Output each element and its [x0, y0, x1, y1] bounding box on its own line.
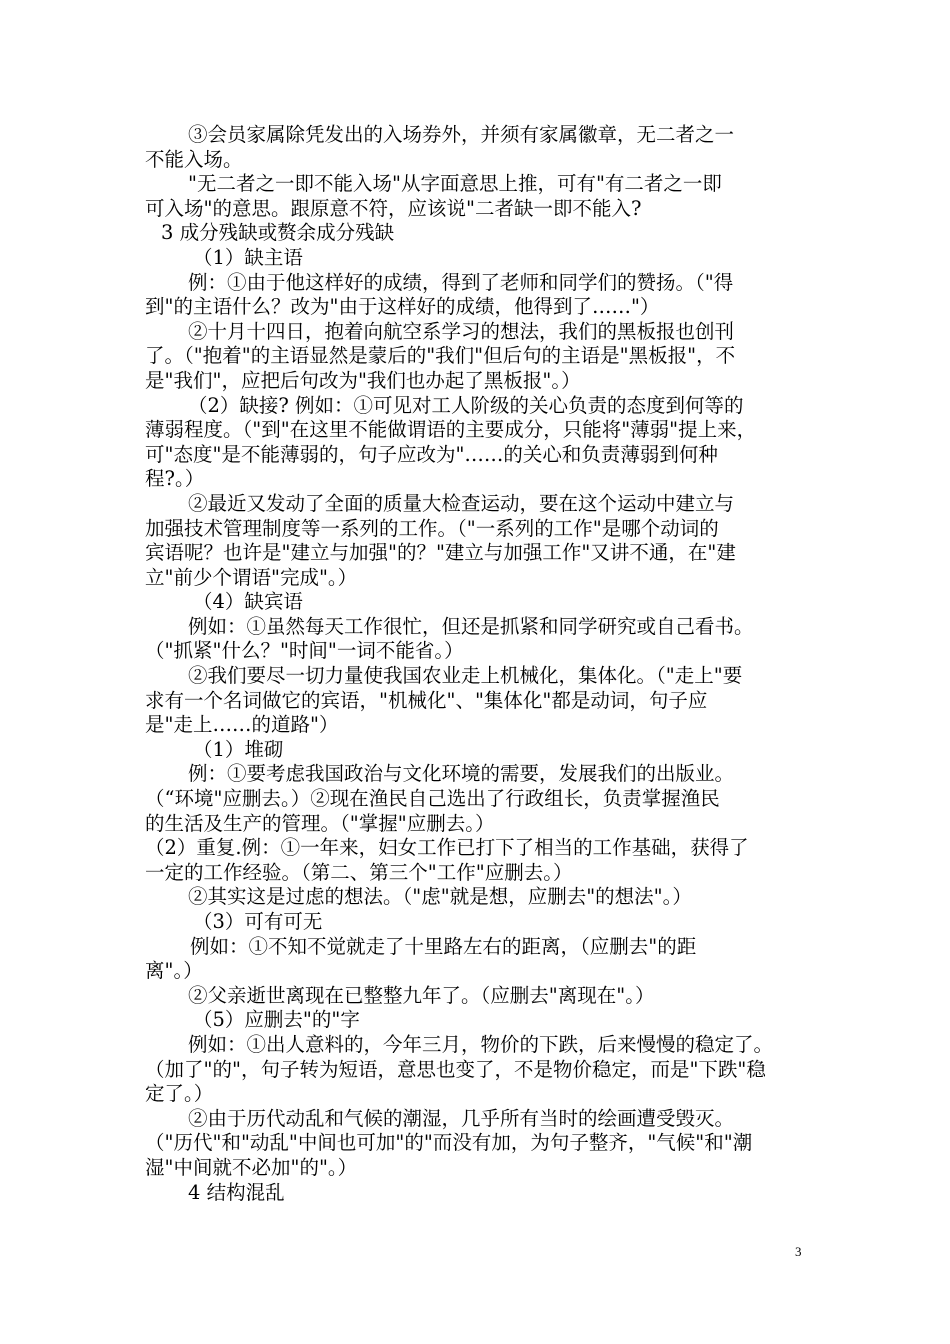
text-line: ②由于历代动乱和气候的潮湿，几乎所有当时的绘画遭受毁灭。	[188, 1106, 735, 1130]
text-line: ②其实这是过虑的想法。（"虑"就是想，应删去"的想法"。）	[188, 885, 692, 909]
text-line: 是"走上……的道路"）	[145, 713, 339, 737]
text-line: 3 成分残缺或赘余成分残缺	[161, 221, 395, 245]
text-line: 例如：①虽然每天工作很忙，但还是抓紧和同学研究或自己看书。	[188, 614, 754, 638]
text-line: "无二者之一即不能入场"从字面意思上推，可有"有二者之一即	[188, 172, 722, 196]
text-line: （2）重复.例：①一年来，妇女工作已打下了相当的工作基础，获得了	[145, 836, 749, 860]
text-line: 例：①要考虑我国政治与文化环境的需要，发展我们的出版业。	[188, 762, 735, 786]
document-body	[145, 123, 810, 1205]
text-line: ②十月十四日，抱着向航空系学习的想法，我们的黑板报也创刊	[188, 319, 735, 343]
text-line: （“环境"应删去。）②现在渔民自己选出了行政组长，负责掌握渔民	[145, 787, 720, 811]
text-line: （2）缺接? 例如：①可见对工人阶级的关心负责的态度到何等的	[188, 393, 744, 417]
text-line: 4 结构混乱	[188, 1180, 285, 1204]
text-line: 宾语呢？也许是"建立与加强"的？"建立与加强工作"又讲不通，在"建	[145, 541, 736, 565]
text-line: ③会员家属除凭发出的入场券外，并须有家属徽章，无二者之一	[188, 123, 735, 146]
text-line: 了。（"抱着"的主语显然是蒙后的"我们"但后句的主语是"黑板报"，不	[145, 344, 736, 368]
text-line: 立"前少个谓语"完成"。）	[145, 565, 358, 589]
text-line: 可"态度"是不能薄弱的，句子应改为"……的关心和负责薄弱到何种	[145, 442, 718, 466]
text-line: （3）可有可无	[193, 910, 323, 933]
text-line: 薄弱程度。（"到"在这里不能做谓语的主要成分，只能将"薄弱"提上来，	[145, 418, 757, 442]
text-line: （1）缺主语	[193, 245, 303, 269]
text-line: （4）缺宾语	[193, 590, 303, 614]
text-line: （"抓紧"什么？"时间"一词不能省。）	[145, 639, 464, 663]
text-line: 例如：①出人意料的，今年三月，物价的下跌，后来慢慢的稳定了。	[188, 1032, 774, 1056]
text-line: 离"。）	[145, 959, 203, 983]
text-line: （"历代"和"动乱"中间也可加"的"而没有加，为句子整齐，"气候"和"潮	[145, 1131, 753, 1155]
text-line: 定了。）	[145, 1082, 214, 1106]
text-line: 一定的工作经验。（第二、第三个"工作"应删去。）	[145, 860, 573, 884]
text-line: 湿"中间就不必加"的"。）	[145, 1155, 358, 1179]
text-line: 不能入场。	[145, 147, 243, 171]
page-number: 3	[795, 1244, 802, 1259]
text-line: （5）应删去"的"字	[193, 1008, 360, 1032]
text-line: （加了"的"，句子转为短语，意思也变了，不是物价稳定，而是"下跌"稳	[145, 1057, 766, 1081]
text-line: ②最近又发动了全面的质量大检查运动，要在这个运动中建立与	[188, 491, 735, 515]
text-line: 可入场"的意思。跟原意不符，应该说"二者缺一即不能入?	[145, 196, 642, 220]
text-line: 求有一个名词做它的宾语，"机械化"、"集体化"都是动词，句子应	[145, 688, 708, 712]
text-line: 到"的主语什么？改为"由于这样好的成绩，他得到了……"）	[145, 295, 660, 319]
text-line: 程?。）	[145, 467, 205, 491]
text-line: （1）堆砌	[193, 737, 284, 761]
text-line: 的生活及生产的管理。（"掌握"应删去。）	[145, 811, 495, 835]
text-line: 是"我们"，应把后句改为"我们也办起了黑板报"。）	[145, 368, 581, 392]
text-line: 例如：①不知不觉就走了十里路左右的距离，（应删去"的距	[190, 934, 697, 958]
text-line: ②父亲逝世离现在已整整九年了。（应删去"离现在"。）	[188, 983, 655, 1007]
text-line: 加强技术管理制度等一系列的工作。（"一系列的工作"是哪个动词的	[145, 516, 719, 540]
text-line: ②我们要尽一切力量使我国农业走上机械化，集体化。（"走上"要	[188, 664, 743, 688]
text-line: 例：①由于他这样好的成绩，得到了老师和同学们的赞扬。（"得	[188, 270, 734, 294]
